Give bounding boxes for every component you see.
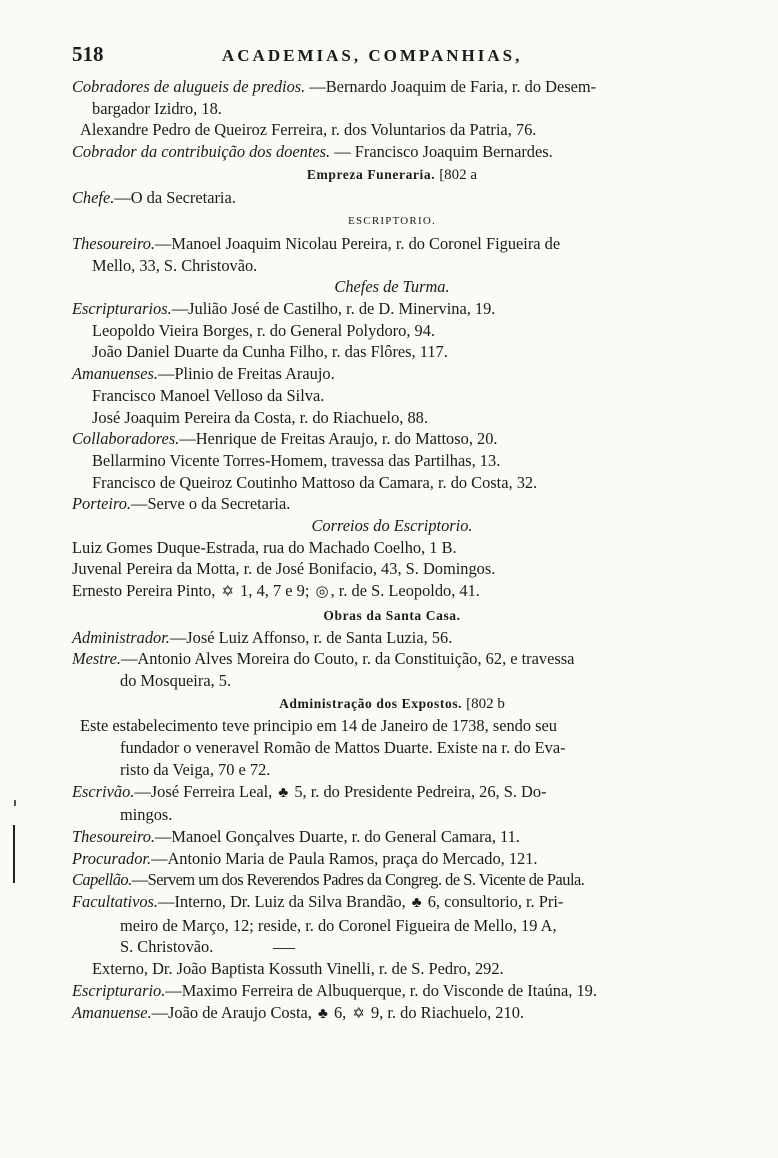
section-title: Obras da Santa Casa. [323,607,461,623]
entry-label: Escripturarios. [72,299,172,319]
entry-text: 6, consultorio, r. Pri- [423,892,564,912]
section-title: Chefes de Turma. [334,277,450,297]
entry-label: Amanuenses. [72,364,159,384]
entry-chefe [72,187,712,209]
entry-collaboradores [72,428,712,450]
entry-label: Collaboradores. [72,429,180,449]
entry-text: —Henrique de Freitas Araujo, r. do Mattoso, 20. [179,429,498,449]
entry-escripturario [72,980,712,1002]
entry-amanuenses [72,363,712,385]
entry-text: —O da Secretaria. [114,187,236,207]
entry-text: 1, 4, 7 e 9; [236,581,310,601]
paragraph-line: risto da Veiga, 70 e 72. [120,759,271,779]
running-title: ACADEMIAS, COMPANHIAS, [222,46,523,65]
entry-text: , r. de S. Leopoldo, 41. [330,581,480,601]
entry-line: João Daniel Duarte da Cunha Filho, r. das Flôres, 117. [92,342,448,362]
star-icon: ✡ [352,1005,365,1022]
section-title: Correios do Escriptorio. [311,516,473,536]
entry-text: S. Christovão. [120,937,214,957]
entry-line: Francisco de Queiroz Coutinho Mattoso da Camara, r. do Costa, 32. [92,472,538,492]
entry-mestre [72,648,712,670]
shield-icon: ♣ [411,895,422,912]
entry-label: Chefe. [72,187,115,207]
entry-text: —José Ferreira Leal, [134,781,273,801]
circle-icon: ◎ [315,584,329,601]
entry-label: Facultativos. [72,892,159,912]
entry-line: Francisco Manoel Velloso da Silva. [92,385,325,405]
entry-ernesto-pereira-pinto [72,580,712,604]
entry-text: Ernesto Pereira Pinto, [72,581,216,601]
entry-label: Cobrador da contribuição dos doentes. [72,142,331,162]
entry-text: —Julião José de Castilho, r. de D. Minervina, 19. [171,299,496,319]
section-heading-empreza-funeraria [72,163,712,187]
entry-label: Administrador. [72,627,170,647]
entry-label: Porteiro. [72,494,132,514]
entry-escrivao [72,781,712,805]
paragraph-line: Este estabelecimento teve principio em 14 de Janeiro de 1738, sendo seu [80,716,558,736]
entry-porteiro [72,493,712,515]
section-heading-obras-santa-casa [72,604,712,627]
entry-text: —José Luiz Affonso, r. de Santa Luzia, 56. [169,627,453,647]
entry-text: —Manoel Joaquim Nicolau Pereira, r. do Coronel Figueira de [155,233,561,253]
entry-continuation: mingos. [120,805,173,825]
entry-continuation: Mello, 33, S. Christovão. [92,255,258,275]
margin-mark-dot [14,800,16,806]
section-title: Empreza Funeraria. [306,166,436,182]
entry-text: —Plinio de Freitas Araujo. [158,364,335,384]
entry-label: Capellão. [72,870,132,890]
entry-line: Bellarmino Vicente Torres-Homem, travessa das Partilhas, 13. [92,450,501,470]
entry-cobradores [72,76,712,98]
entry-label: Thesoureiro. [72,826,156,846]
entry-text: —Antonio Alves Moreira do Couto, r. da Constituição, 62, e travessa [121,649,575,669]
entry-text: 9, r. do Riachuelo, 210. [366,1002,524,1022]
entry-escripturarios [72,298,712,320]
entry-label: Cobradores de alugueis de predios. [72,77,306,96]
document-page [72,42,712,1025]
page-number: 518 [72,42,104,66]
section-heading-correios [72,515,712,537]
entry-capellao [72,869,712,891]
entry-label: Escrivão. [72,781,135,801]
entry-line: Leopoldo Vieira Borges, r. do General Polydoro, 94. [92,320,436,340]
entry-label: Mestre. [72,649,122,669]
entry-text: —Bernardo Joaquim de Faria, r. do Desem- [305,77,597,96]
entry-label: Amanuense. [72,1002,152,1022]
entry-thesoureiro [72,233,712,255]
entry-text: —Interno, Dr. Luiz da Silva Brandão, [158,892,406,912]
section-heading-escriptorio [72,208,712,233]
entry-label: Thesoureiro. [72,233,156,253]
section-heading-chefes-de-turma [72,276,712,298]
entry-text: —João de Araujo Costa, [151,1002,312,1022]
section-reference: [802 a [439,166,478,183]
entry-continuation: bargador Izidro, 18. [92,98,222,118]
star-icon: ✡ [221,584,235,601]
section-heading-expostos [72,692,712,716]
entry-cobrador-contribuicao [72,141,712,163]
page-header [72,42,712,76]
section-reference: [802 b [466,695,505,712]
margin-mark-line [13,825,15,883]
entry-continuation: meiro de Março, 12; reside, r. do Coronel Figueira de Mello, 19 A, [120,915,557,935]
section-title: Administração dos Expostos. [279,695,463,711]
entry-administrador [72,627,712,649]
entry-amanuense [72,1002,712,1026]
paragraph-line: fundador o veneravel Romão de Mattos Duarte. Existe na r. do Eva- [120,738,566,758]
entry-text: 5, r. do Presidente Pedreira, 26, S. Do- [290,781,547,801]
shield-icon: ♣ [318,1005,328,1022]
entry-label: Procurador. [72,848,152,868]
entry-continuation [72,936,712,958]
dash-mark [273,948,295,949]
entry-line: Luiz Gomes Duque-Estrada, rua do Machado Coelho, 1 B. [72,537,457,557]
section-title: ESCRIPTORIO. [348,215,436,228]
entry-text: —Antonio Maria de Paula Ramos, praça do Mercado, 121. [151,848,538,868]
entry-line: Juvenal Pereira da Motta, r. de José Bonifacio, 43, S. Domingos. [72,559,496,579]
entry-continuation: do Mosqueira, 5. [120,670,232,690]
entry-line: Alexandre Pedro de Queiroz Ferreira, r. dos Voluntarios da Patria, 76. [80,120,537,140]
entry-text: —Maximo Ferreira de Albuquerque, r. do Visconde de Itaúna, 19. [165,980,597,1000]
entry-facultativos [72,891,712,915]
entry-line: Externo, Dr. João Baptista Kossuth Vinelli, r. de S. Pedro, 292. [92,959,504,979]
entry-text: —Manoel Gonçalves Duarte, r. do General Camara, 11. [155,826,520,846]
shield-icon: ♣ [278,784,289,801]
entry-label: Escripturario. [72,980,166,1000]
entry-text: 6, [329,1002,347,1022]
entry-thesoureiro-expostos [72,826,712,848]
entry-text: — Francisco Joaquim Bernardes. [330,142,553,162]
entry-text: —Serve o da Secretaria. [131,494,291,514]
entry-text: —Servem um dos Reverendos Padres da Congreg. de S. Vicente de Paula. [131,870,585,890]
entry-line: José Joaquim Pereira da Costa, r. do Riachuelo, 88. [92,407,428,427]
entry-procurador [72,848,712,870]
